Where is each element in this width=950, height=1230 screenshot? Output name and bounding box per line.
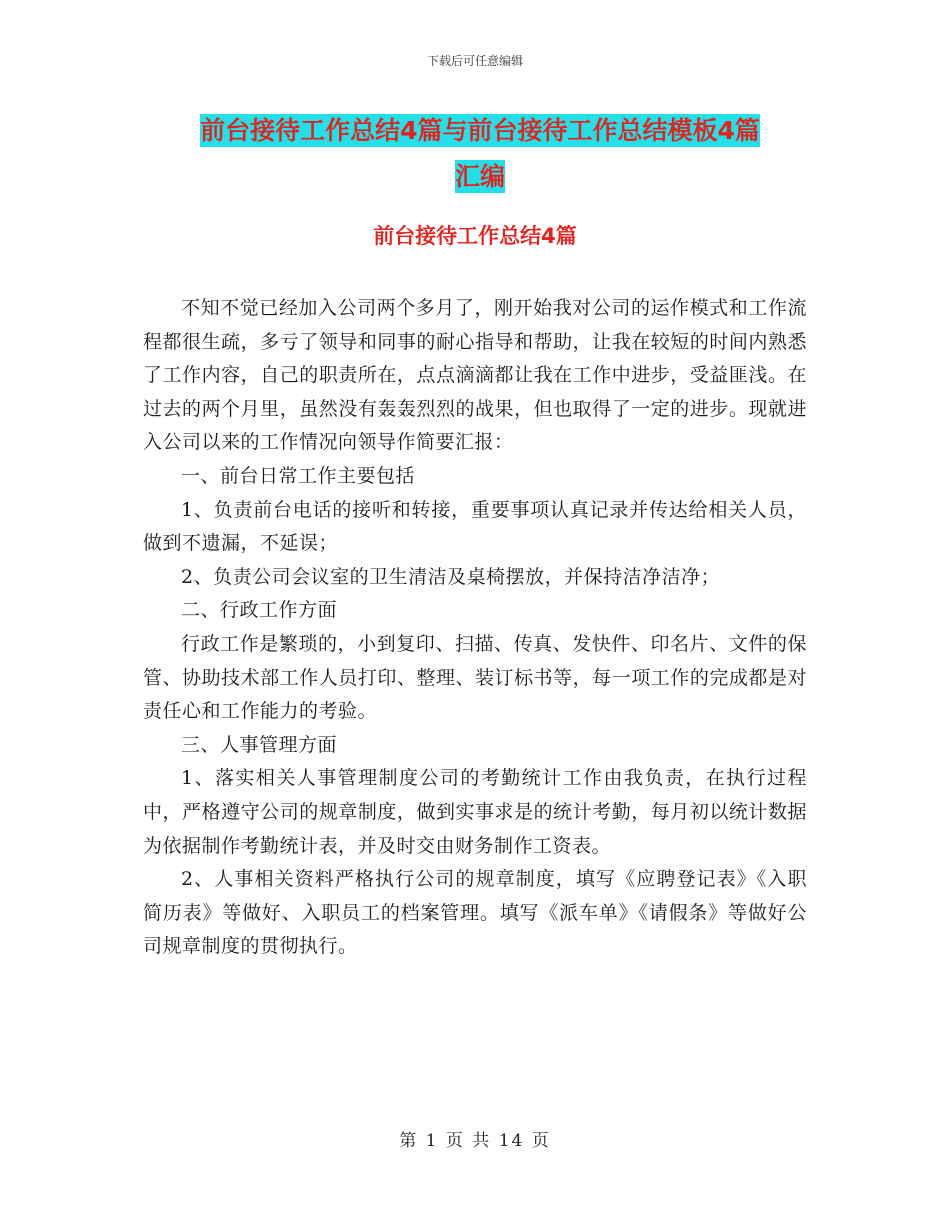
paragraph-hr-attendance: 1、落实相关人事管理制度公司的考勤统计工作由我负责，在执行过程中，严格遵守公司的规章制度，做到实事求是的统计考勤，每月初以统计数据为依据制作考勤统计表，并及时交由财务制作工资表。 (143, 767, 807, 857)
heading-hr: 三、人事管理方面 (181, 733, 338, 756)
paragraph-administrative: 行政工作是繁琐的，小到复印、扫描、传真、发快件、印名片、文件的保管、协助技术部工作人员打印、整理、装订标书等，每一项工作的完成都是对责任心和工作能力的考验。 (143, 632, 807, 723)
paragraph-hr-records: 2、人事相关资料严格执行公司的规章制度，填写《应聘登记表》《入职简历表》等做好、入职员工的档案管理。填写《派车单》《请假条》等做好公司规章制度的贯彻执行。 (143, 868, 807, 958)
paragraph-intro: 不知不觉已经加入公司两个多月了，刚开始我对公司的运作模式和工作流程都很生疏，多亏了领导和同事的耐心指导和帮助，让我在较短的时间内熟悉了工作内容，自己的职责所在，点点滴滴都让我在工作中进步，受益匪浅。在过去的两个月里，虽然没有轰轰烈烈的战果，但也取得了一定的进步。现就进入公司以来的工作情况向领导作简要汇报： (143, 297, 807, 454)
document-body (143, 292, 807, 964)
heading-administrative: 二、行政工作方面 (181, 599, 338, 622)
paragraph-item-meeting-room: 2、负责公司会议室的卫生清洁及桌椅摆放，并保持洁净洁净； (181, 565, 721, 588)
document-title (140, 108, 820, 200)
document-title-line2: 汇编 (454, 162, 505, 191)
header-note: 下载后可任意编辑 (426, 54, 523, 68)
heading-front-desk-duties: 一、前台日常工作主要包括 (181, 464, 416, 487)
document-title-line1: 前台接待工作总结4篇与前台接待工作总结模板4篇 (200, 116, 760, 145)
page-footer: 第 1 页 共 14 页 (399, 1131, 551, 1151)
paragraph-item-phone: 1、负责前台电话的接听和转接，重要事项认真记录并传达给相关人员，做到不遗漏，不延误； (143, 498, 807, 555)
section-title: 前台接待工作总结4篇 (373, 224, 577, 248)
